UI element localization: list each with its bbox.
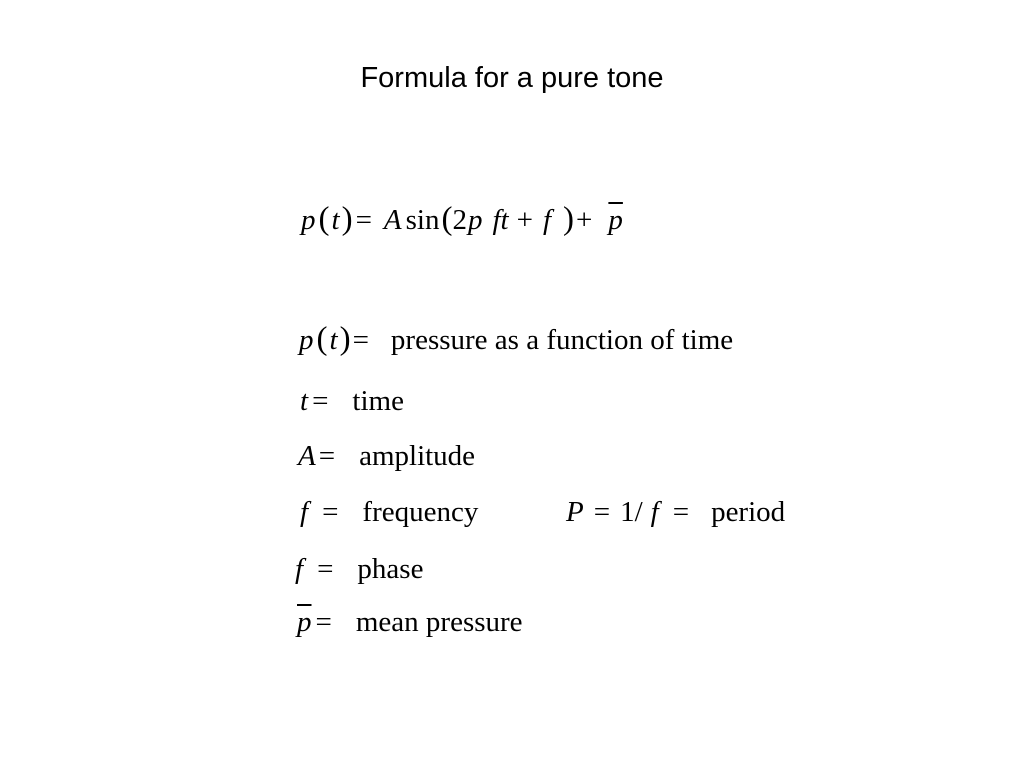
formula-p: p [301, 204, 316, 236]
definition-frequency [300, 495, 478, 529]
def-A-equals: = [318, 440, 336, 472]
formula-pi: p [467, 204, 483, 236]
formula-sin-open-paren: ( [441, 201, 453, 237]
def-t-text: time [352, 385, 404, 417]
def-f-symbol: f [300, 496, 309, 528]
def-phi-text: phase [357, 553, 424, 585]
formula-frequency: f [492, 204, 501, 236]
def-pbar-equals: = [315, 606, 332, 638]
def-p-close-paren: ) [339, 321, 351, 357]
formula-time: t [500, 204, 509, 236]
formula-two: 2 [452, 204, 467, 236]
formula-close-paren: ) [341, 201, 353, 237]
definition-pressure-time [299, 322, 733, 357]
definition-time [300, 384, 404, 418]
definition-amplitude [298, 439, 475, 473]
def-f-equals: = [322, 496, 339, 528]
def-A-symbol: A [298, 440, 316, 472]
formula-t: t [331, 204, 340, 236]
def-p-equals: = [352, 324, 369, 356]
formula-open-paren: ( [318, 201, 330, 237]
def-P-equals: = [593, 496, 611, 528]
def-p-t: t [329, 324, 338, 356]
formula-phase: f [542, 204, 552, 236]
def-P-f: f [650, 496, 659, 528]
def-p-open-paren: ( [316, 321, 328, 357]
definition-period [566, 495, 785, 529]
def-t-equals: = [312, 385, 329, 417]
pure-tone-formula [301, 202, 623, 237]
formula-equals: = [355, 204, 372, 236]
def-P-symbol: P [566, 496, 584, 528]
def-pbar-symbol: $\overline{p}$ [297, 606, 312, 638]
def-f-text: frequency [362, 496, 479, 528]
formula-plus: + [516, 204, 533, 236]
def-phi-symbol: f [295, 553, 304, 585]
def-p-text: pressure as a function of time [390, 324, 734, 356]
formula-amplitude: A [383, 204, 402, 236]
def-t-symbol: t [300, 385, 309, 417]
def-P-equals-2: = [672, 496, 690, 528]
def-P-text: period [711, 496, 786, 528]
definition-phase [295, 552, 423, 586]
formula-sin: sin [405, 204, 440, 236]
def-A-text: amplitude [359, 440, 476, 472]
definition-mean-pressure [297, 605, 523, 639]
formula-plus-mean: + [576, 204, 593, 236]
def-phi-equals: = [317, 553, 334, 585]
formula-mean-pressure: $\overline{p}$ [608, 204, 623, 236]
def-pbar-text: mean pressure [355, 606, 523, 638]
formula-sin-close-paren: ) [563, 201, 575, 237]
slide-title: Formula for a pure tone [360, 62, 664, 94]
def-p-symbol: p [299, 324, 314, 356]
def-P-one-over: 1/ [620, 496, 643, 528]
